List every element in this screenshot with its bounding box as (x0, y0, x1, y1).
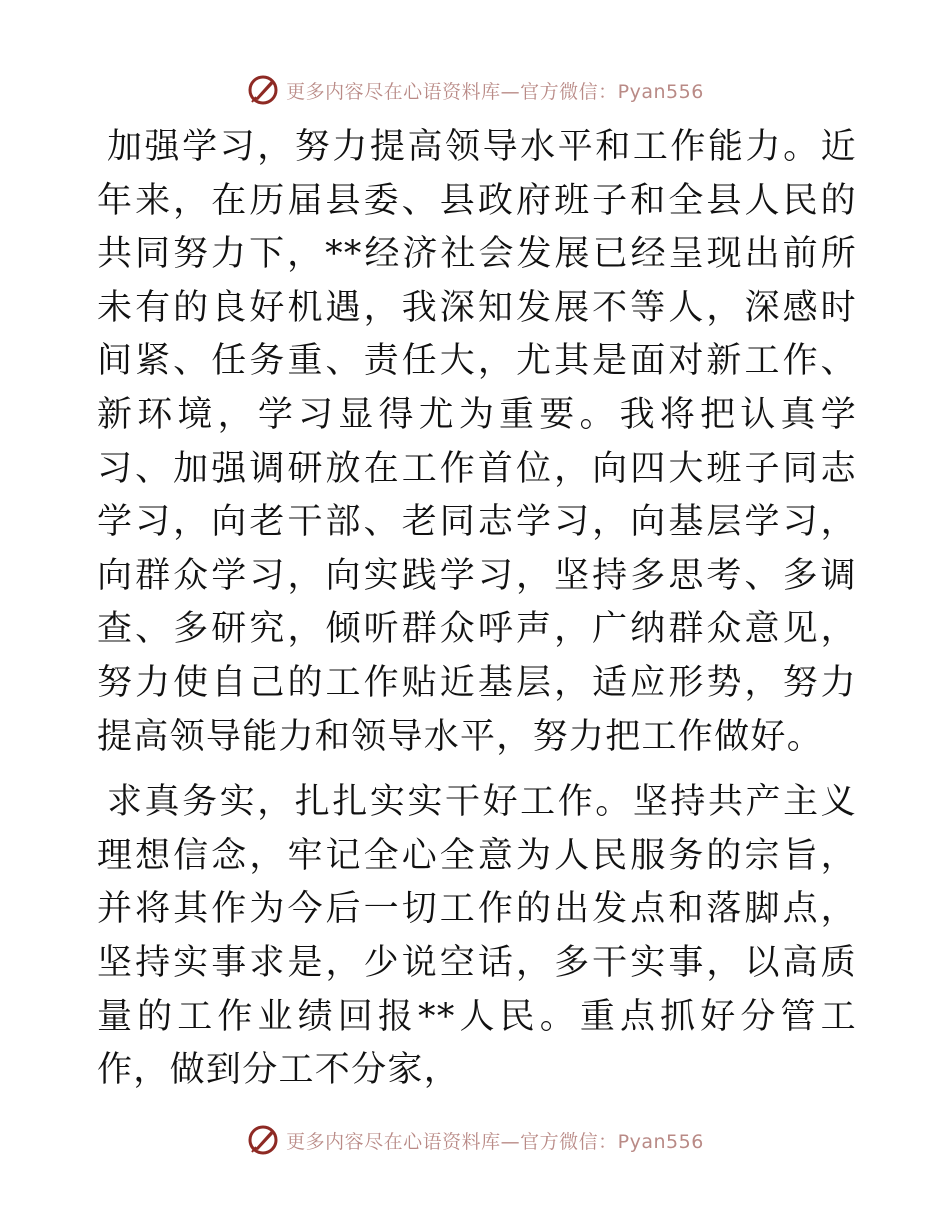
document-body (97, 121, 857, 1098)
paragraph-2: 求真务实，扎扎实实干好工作。坚持共产主义理想信念，牢记全心全意为人民服务的宗旨，并将其作为今后一切工作的出发点和落脚点，坚持实事求是，少说空话，多干实事，以高质量的工作业绩回报**人民。重点抓好分管工作，做到分工不分家， (97, 782, 857, 1091)
quill-circle-icon (246, 73, 280, 107)
quill-circle-icon (246, 1123, 280, 1157)
footer-banner-text: 更多内容尽在心语资料库—官方微信：Pyan556 (286, 1130, 704, 1153)
header-banner-text: 更多内容尽在心语资料库—官方微信：Pyan556 (286, 80, 704, 103)
paragraph-1: 加强学习，努力提高领导水平和工作能力。近年来，在历届县委、县政府班子和全县人民的共同努力下，**经济社会发展已经呈现出前所未有的良好机遇，我深知发展不等人，深感时间紧、任务重、责任大，尤其是面对新工作、新环境，学习显得尤为重要。我将把认真学习、加强调研放在工作首位，向四大班子同志学习，向老干部、老同志学习，向基层学习，向群众学习，向实践学习，坚持多思考、多调查、多研究，倾听群众呼声，广纳群众意见，努力使自己的工作贴近基层，适应形势，努力提高领导能力和领导水平，努力把工作做好。 (97, 127, 857, 757)
footer-watermark (0, 1120, 950, 1160)
header-watermark (0, 70, 950, 110)
